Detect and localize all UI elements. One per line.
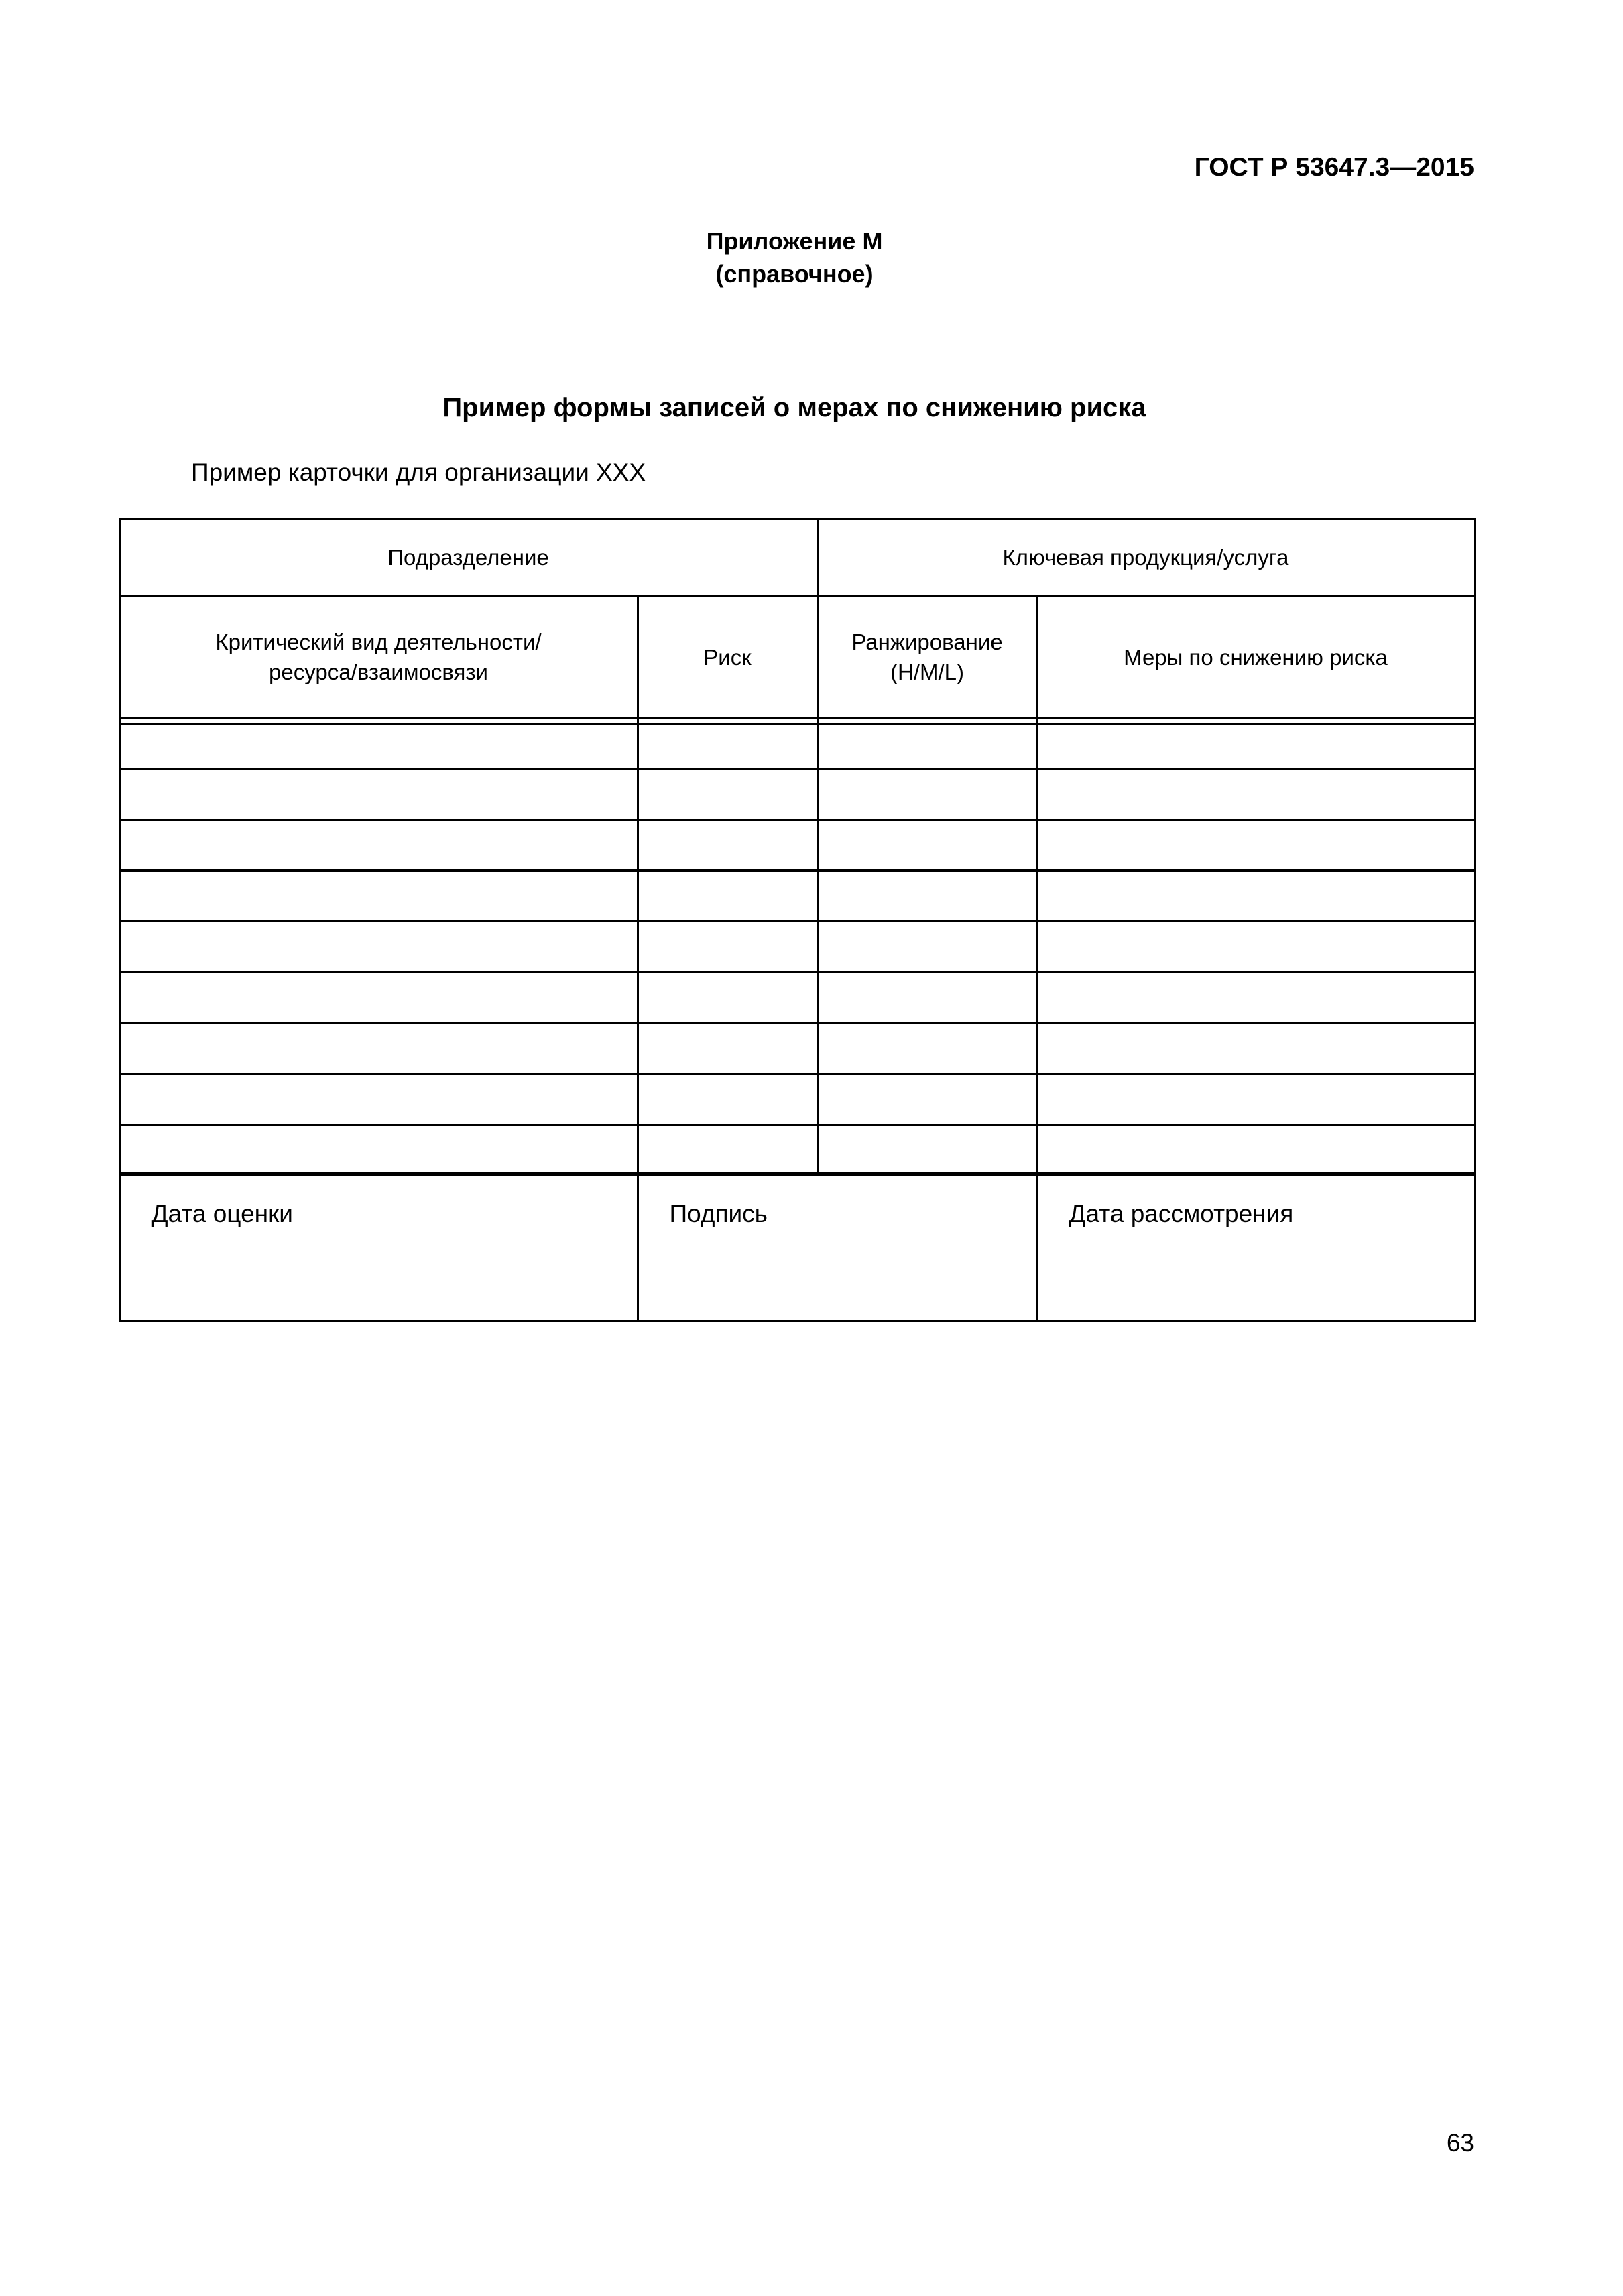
- row-8-activity-cell[interactable]: [119, 1073, 639, 1126]
- division-header: Подразделение: [119, 518, 819, 597]
- row-3-ranking-cell[interactable]: [817, 819, 1038, 872]
- row-5-risk-cell[interactable]: [637, 920, 819, 973]
- standard-code: ГОСТ Р 53647.3—2015: [1194, 153, 1474, 182]
- risk-mitigation-form-table: [119, 518, 1476, 1323]
- signature-label: Подпись: [669, 1199, 768, 1227]
- row-6-measures-cell[interactable]: [1036, 971, 1476, 1024]
- form-title: Пример формы записей о мерах по снижению риска: [442, 393, 1146, 422]
- row-1-ranking-cell[interactable]: [817, 717, 1038, 770]
- appendix-label: Приложение М: [706, 227, 883, 255]
- row-8-measures-cell[interactable]: [1036, 1073, 1476, 1126]
- row-1-measures-cell[interactable]: [1036, 717, 1476, 770]
- row-6-ranking-cell[interactable]: [817, 971, 1038, 1024]
- row-7-ranking-cell[interactable]: [817, 1022, 1038, 1075]
- row-9-activity-cell[interactable]: [119, 1124, 639, 1176]
- ranking-label: Ранжирование (H/M/L): [851, 629, 1003, 684]
- signature-cell[interactable]: [637, 1172, 1038, 1322]
- row-4-ranking-cell[interactable]: [817, 869, 1038, 922]
- row-7-risk-cell[interactable]: [637, 1022, 819, 1075]
- review-date-cell[interactable]: [1036, 1172, 1476, 1322]
- row-6-activity-cell[interactable]: [119, 971, 639, 1024]
- appendix-type: (справочное): [715, 260, 874, 288]
- row-9-ranking-cell[interactable]: [817, 1124, 1038, 1176]
- row-5-activity-cell[interactable]: [119, 920, 639, 973]
- row-4-risk-cell[interactable]: [637, 869, 819, 922]
- row-2-ranking-cell[interactable]: [817, 768, 1038, 821]
- critical-activity-label: Критический вид деятельности/ресурса/взаимосвязи: [215, 629, 542, 684]
- ranking-column-header: [817, 595, 1038, 719]
- row-3-measures-cell[interactable]: [1036, 819, 1476, 872]
- row-9-measures-cell[interactable]: [1036, 1124, 1476, 1176]
- row-1-risk-cell[interactable]: [637, 717, 819, 770]
- row-4-activity-cell[interactable]: [119, 869, 639, 922]
- key-product-header: Ключевая продукция/услуга: [817, 518, 1476, 597]
- row-5-measures-cell[interactable]: [1036, 920, 1476, 973]
- risk-column-header: Риск: [637, 595, 819, 719]
- row-9-risk-cell[interactable]: [637, 1124, 819, 1176]
- assessment-date-cell[interactable]: [119, 1172, 639, 1322]
- mitigation-measures-column-header: Меры по снижению риска: [1036, 595, 1476, 719]
- appendix-heading: [0, 225, 1589, 290]
- row-4-measures-cell[interactable]: [1036, 869, 1476, 922]
- row-3-risk-cell[interactable]: [637, 819, 819, 872]
- row-7-measures-cell[interactable]: [1036, 1022, 1476, 1075]
- row-8-risk-cell[interactable]: [637, 1073, 819, 1126]
- row-2-measures-cell[interactable]: [1036, 768, 1476, 821]
- critical-activity-column-header: [119, 595, 639, 719]
- row-5-ranking-cell[interactable]: [817, 920, 1038, 973]
- row-1-activity-cell[interactable]: [119, 717, 639, 770]
- row-7-activity-cell[interactable]: [119, 1022, 639, 1075]
- review-date-label: Дата рассмотрения: [1069, 1199, 1294, 1227]
- form-caption: Пример карточки для организации XXX: [191, 459, 646, 486]
- assessment-date-label: Дата оценки: [151, 1199, 293, 1227]
- row-3-activity-cell[interactable]: [119, 819, 639, 872]
- row-2-activity-cell[interactable]: [119, 768, 639, 821]
- page-number: 63: [1446, 2129, 1474, 2157]
- row-8-ranking-cell[interactable]: [817, 1073, 1038, 1126]
- row-2-risk-cell[interactable]: [637, 768, 819, 821]
- row-6-risk-cell[interactable]: [637, 971, 819, 1024]
